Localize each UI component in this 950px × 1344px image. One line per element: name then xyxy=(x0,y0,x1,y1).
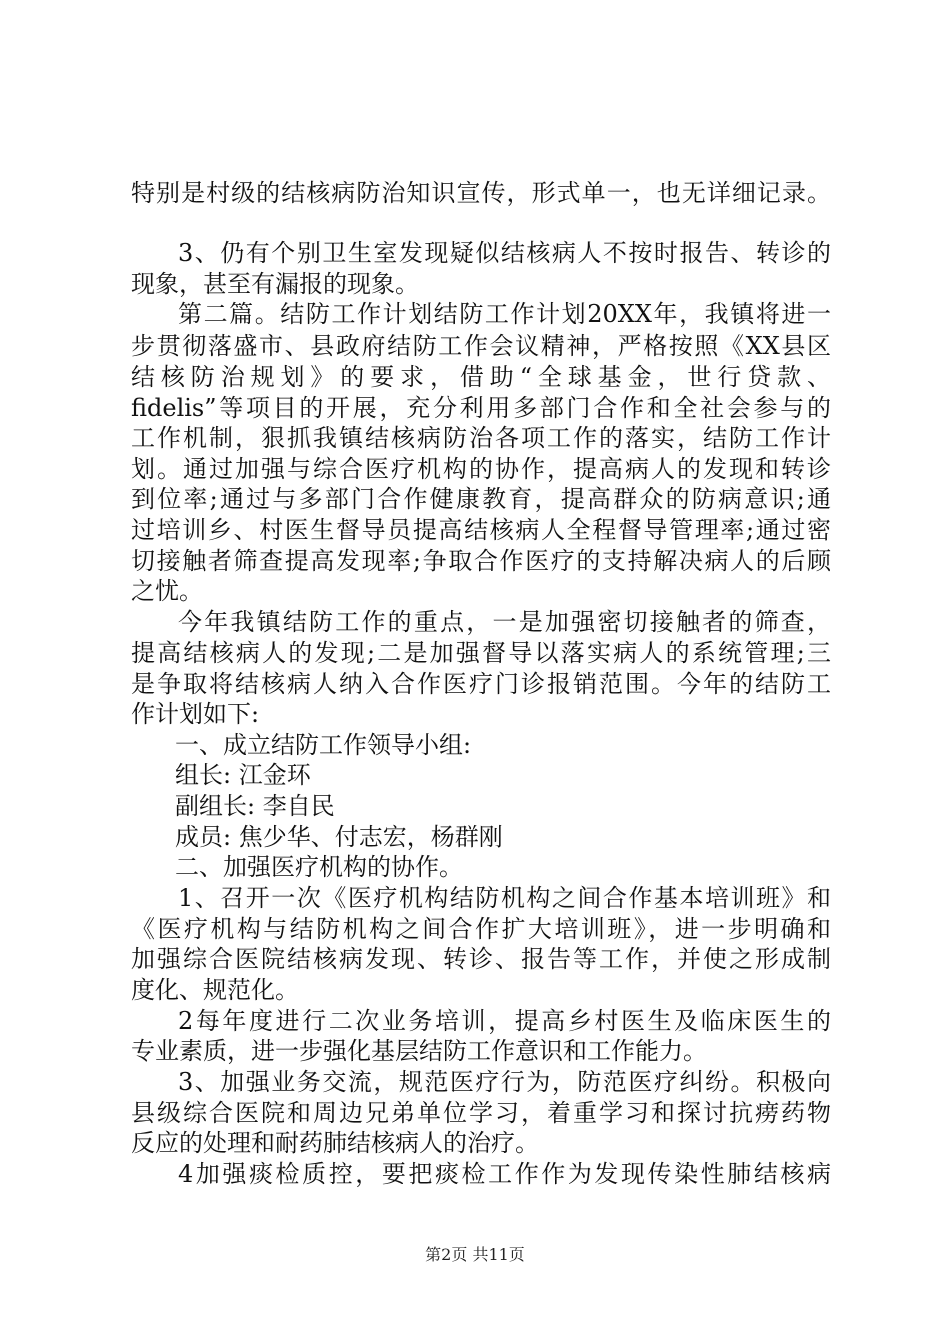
paragraph-line: 切接触者筛查提高发现率;争取合作医疗的支持解决病人的后顾 xyxy=(131,547,831,575)
members-line: 成员: 焦少华、付志宏，杨群刚 xyxy=(175,823,503,851)
section-heading: 一、成立结防工作领导小组: xyxy=(175,731,472,759)
paragraph-line: 第二篇。结防工作计划结防工作计划20XX年，我镇将进一 xyxy=(178,300,831,328)
paragraph-line: 《医疗机构与结防机构之间合作扩大培训班》，进一步明确和 xyxy=(131,915,831,943)
paragraph-line: 专业素质，进一步强化基层结防工作意识和工作能力。 xyxy=(131,1037,707,1065)
paragraph-line: 是争取将结核病人纳入合作医疗门诊报销范围。今年的结防工 xyxy=(131,670,831,698)
paragraph-line: 1、召开一次《医疗机构结防机构之间合作基本培训班》和 xyxy=(178,884,831,912)
paragraph-line: 特别是村级的结核病防治知识宣传，形式单一，也无详细记录。 xyxy=(131,179,831,207)
page-number-footer: 第2页 共11页 xyxy=(425,1245,525,1264)
paragraph-line: 度化、规范化。 xyxy=(131,976,299,1004)
paragraph-line: 3、加强业务交流，规范医疗行为，防范医疗纠纷。积极向 xyxy=(178,1068,831,1096)
team-leader-line: 组长: 江金环 xyxy=(175,761,311,789)
paragraph-line: 现象，甚至有漏报的现象。 xyxy=(131,270,419,298)
paragraph-line: 4加强痰检质控，要把痰检工作作为发现传染性肺结核病 xyxy=(178,1160,831,1188)
deputy-leader-line: 副组长: 李自民 xyxy=(175,792,335,820)
paragraph-line: 加强综合医院结核病发现、转诊、报告等工作，并使之形成制 xyxy=(131,945,831,973)
paragraph-line: 作计划如下: xyxy=(131,700,260,728)
paragraph-line: 过培训乡、村医生督导员提高结核病人全程督导管理率;通过密 xyxy=(131,516,831,544)
paragraph-line: 县级综合医院和周边兄弟单位学习，着重学习和探讨抗痨药物 xyxy=(131,1099,831,1127)
paragraph-line: 工作机制，狠抓我镇结核病防治各项工作的落实，结防工作计 xyxy=(131,424,831,452)
paragraph-line: 之忧。 xyxy=(131,577,203,605)
paragraph-line: 2每年度进行二次业务培训，提高乡村医生及临床医生的 xyxy=(178,1007,831,1035)
paragraph-line: 结核防治规划》的要求，借助“全球基金，世行贷款、 xyxy=(131,363,831,391)
paragraph-line: 提高结核病人的发现;二是加强督导以落实病人的系统管理;三 xyxy=(131,639,831,667)
paragraph-line: 反应的处理和耐药肺结核病人的治疗。 xyxy=(131,1129,539,1157)
paragraph-line: 今年我镇结防工作的重点，一是加强密切接触者的筛查， xyxy=(178,608,831,636)
paragraph-line: fidelis”等项目的开展，充分利用多部门合作和全社会参与的 xyxy=(131,394,831,422)
paragraph-line: 3、仍有个别卫生室发现疑似结核病人不按时报告、转诊的 xyxy=(178,239,831,267)
paragraph-line: 划。通过加强与综合医疗机构的协作，提高病人的发现和转诊 xyxy=(131,455,831,483)
paragraph-line: 到位率;通过与多部门合作健康教育，提高群众的防病意识;通 xyxy=(131,485,831,513)
paragraph-line: 步贯彻落盛市、县政府结防工作会议精神，严格按照《XX县区 xyxy=(131,332,831,360)
section-heading: 二、加强医疗机构的协作。 xyxy=(175,853,463,881)
